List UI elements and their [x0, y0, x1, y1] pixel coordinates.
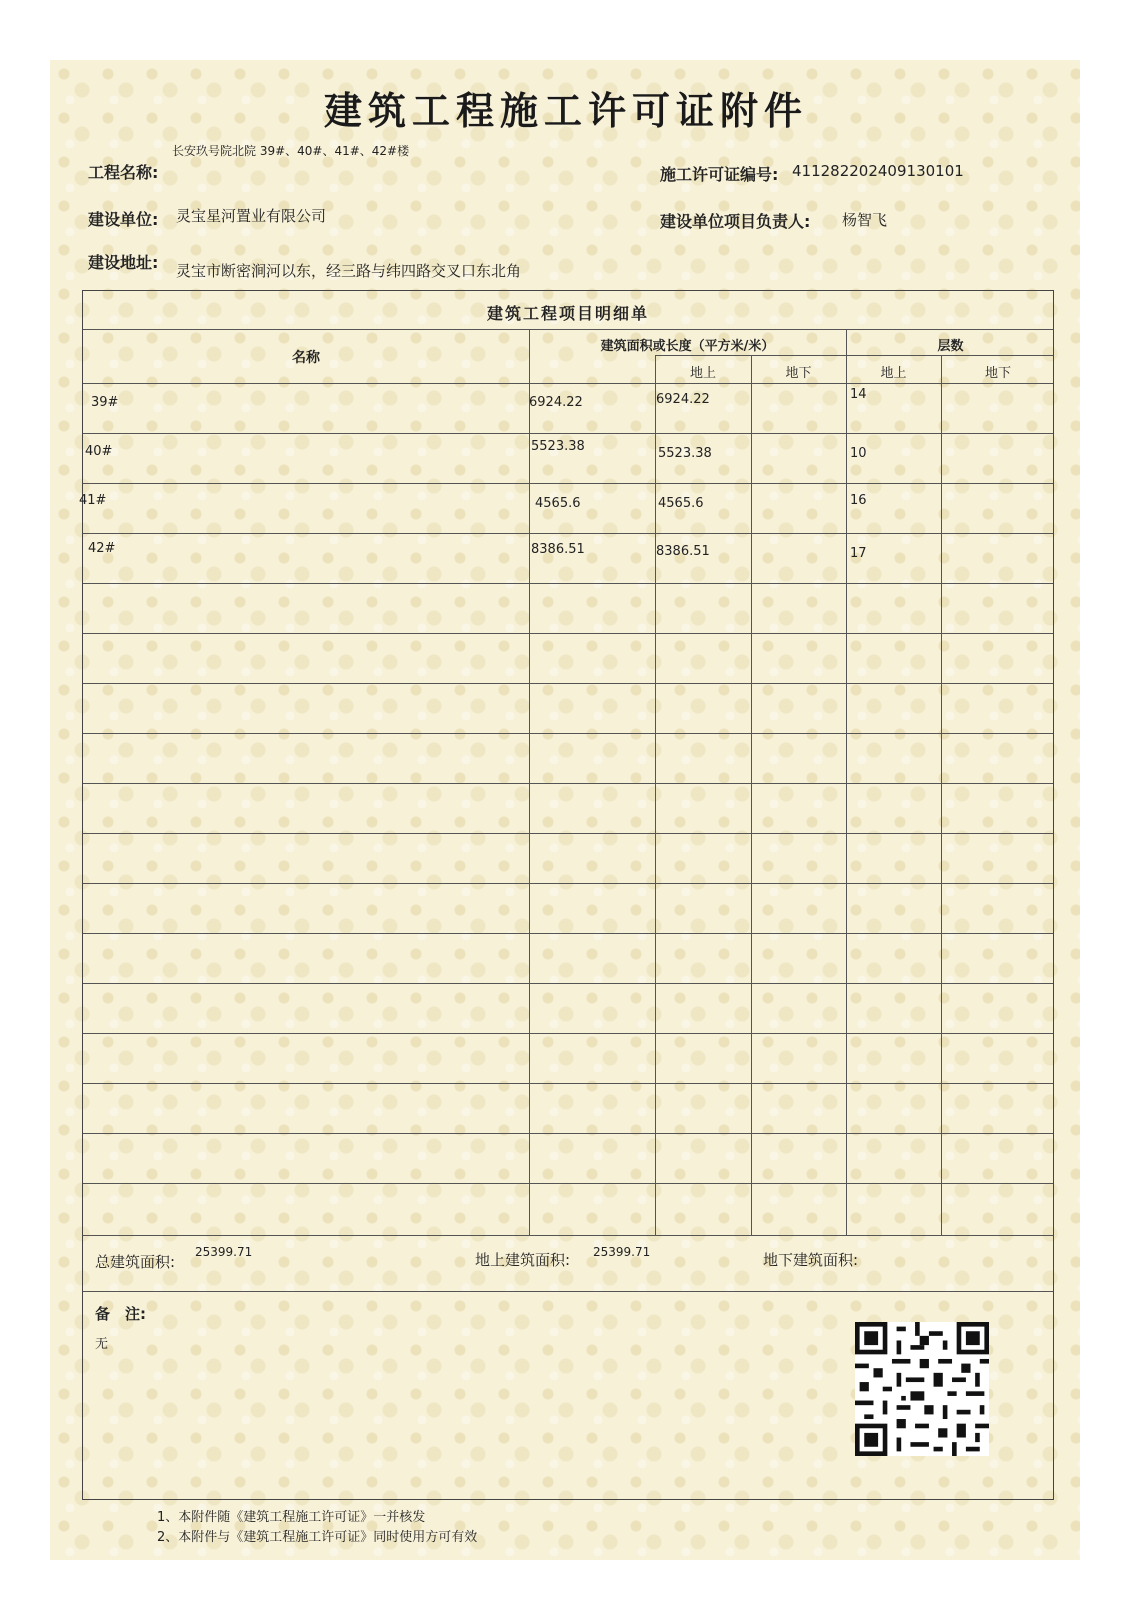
project-name-value: 长安玖号院北院 39#、40#、41#、42#楼 [172, 144, 410, 158]
table-divider [83, 1235, 1053, 1236]
table-divider [83, 683, 1053, 684]
row-area: 5523.38 [531, 439, 585, 454]
row-name: 41# [79, 493, 107, 508]
table-divider [83, 583, 1053, 584]
table-title: 建筑工程项目明细单 [486, 304, 649, 323]
row-floors-above: 17 [850, 546, 867, 561]
footnote-2: 2、本附件与《建筑工程施工许可证》同时使用方可有效 [157, 1530, 478, 1545]
table-divider [83, 1033, 1053, 1034]
remarks-label: 备 注: [95, 1305, 146, 1323]
table-divider [83, 1183, 1053, 1184]
total-area-value: 25399.71 [195, 1245, 253, 1259]
row-area-above: 8386.51 [656, 544, 710, 559]
header-area-below: 地下 [785, 366, 812, 381]
row-floors-above: 10 [850, 446, 867, 461]
header-area: 建筑面积或长度（平方米/米） [600, 339, 775, 354]
row-area-above: 6924.22 [656, 392, 710, 407]
table-divider [83, 1083, 1053, 1084]
row-area: 6924.22 [529, 395, 583, 410]
permit-number-label: 施工许可证编号: [660, 165, 779, 184]
table-divider [83, 433, 1053, 434]
table-divider [529, 329, 530, 1235]
permit-number-value: 411282202409130101 [792, 162, 964, 180]
remarks-value: 无 [95, 1337, 109, 1352]
table-divider [83, 1291, 1053, 1292]
above-ground-area-value: 25399.71 [593, 1245, 651, 1259]
table-divider [83, 483, 1053, 484]
table-divider [83, 933, 1053, 934]
row-area-above: 5523.38 [658, 446, 712, 461]
project-leader-value: 杨智飞 [842, 211, 888, 229]
project-name-label: 工程名称: [88, 163, 159, 182]
table-divider [846, 329, 847, 1235]
table-divider [83, 1133, 1053, 1134]
table-divider [83, 733, 1053, 734]
header-area-above: 地上 [689, 366, 716, 381]
row-floors-above: 14 [850, 387, 867, 402]
header-name: 名称 [292, 350, 320, 366]
row-floors-above: 16 [850, 493, 867, 508]
table-divider [83, 383, 1053, 384]
document-title: 建筑工程施工许可证附件 [323, 88, 808, 133]
table-divider [655, 355, 656, 1235]
total-area-label: 总建筑面积: [95, 1253, 176, 1271]
table-divider [83, 329, 1053, 330]
row-area-above: 4565.6 [658, 496, 704, 511]
detail-table [79, 290, 1054, 1500]
table-divider [83, 633, 1053, 634]
below-ground-area-label: 地下建筑面积: [763, 1251, 859, 1269]
table-divider [83, 533, 1053, 534]
row-area: 8386.51 [531, 542, 585, 557]
table-divider [751, 355, 752, 1235]
header-floors: 层数 [937, 339, 964, 354]
row-name: 40# [85, 444, 113, 459]
construction-address-value: 灵宝市断密涧河以东，经三路与纬四路交叉口东北角 [176, 262, 522, 280]
above-ground-area-label: 地上建筑面积: [475, 1251, 571, 1269]
header-floors-above: 地上 [880, 366, 907, 381]
footnote-1: 1、本附件随《建筑工程施工许可证》一并核发 [157, 1510, 426, 1525]
construction-address-label: 建设地址: [88, 253, 159, 272]
qr-code-icon [855, 1322, 989, 1456]
row-name: 39# [91, 395, 119, 410]
table-divider [83, 833, 1053, 834]
construction-unit-value: 灵宝星河置业有限公司 [176, 207, 327, 225]
project-leader-label: 建设单位项目负责人: [660, 212, 811, 231]
table-divider [655, 355, 1053, 356]
table-divider [83, 783, 1053, 784]
row-area: 4565.6 [535, 496, 581, 511]
construction-unit-label: 建设单位: [88, 210, 159, 229]
header-floors-below: 地下 [984, 366, 1011, 381]
row-name: 42# [88, 541, 116, 556]
table-divider [941, 355, 942, 1235]
table-divider [83, 883, 1053, 884]
table-divider [83, 983, 1053, 984]
